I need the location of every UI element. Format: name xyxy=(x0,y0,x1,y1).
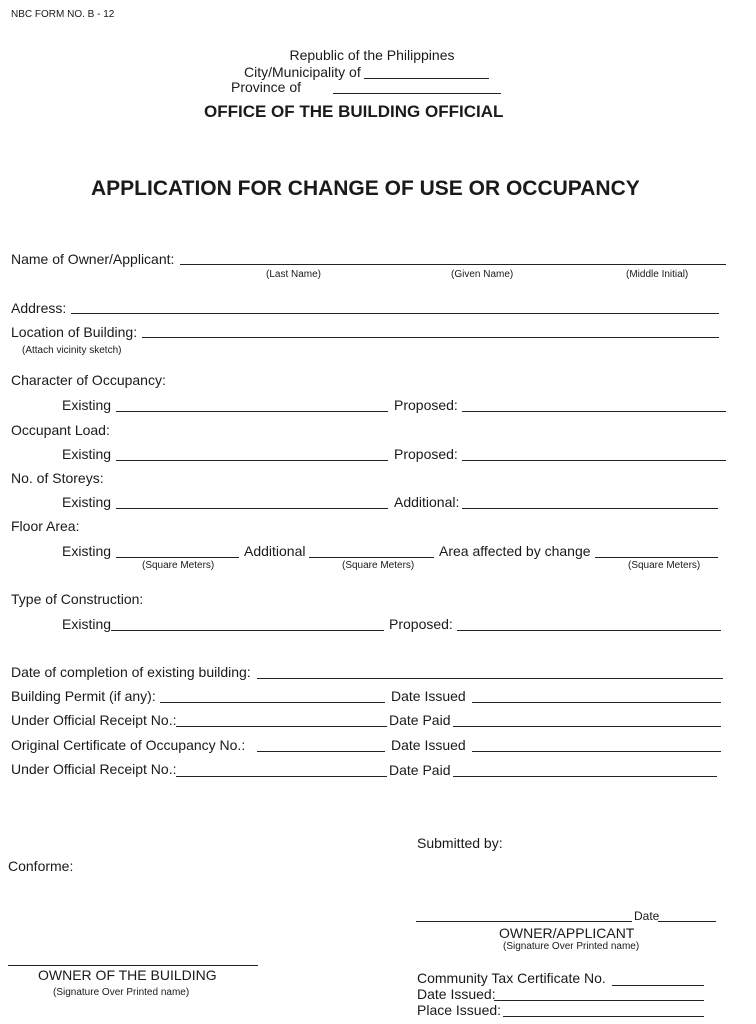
occupant-existing-line[interactable] xyxy=(116,460,388,461)
certificate-line[interactable] xyxy=(257,751,385,752)
owner-building-title: OWNER OF THE BUILDING xyxy=(38,967,217,983)
page-title: APPLICATION FOR CHANGE OF USE OR OCCUPANCY xyxy=(91,177,640,200)
conforme-label: Conforme: xyxy=(8,858,74,874)
address-line[interactable] xyxy=(71,313,719,314)
permit-label: Building Permit (if any): xyxy=(11,688,156,704)
receipt1-line[interactable] xyxy=(176,726,387,727)
construction-proposed-label: Proposed: xyxy=(389,616,453,632)
construction-proposed-line[interactable] xyxy=(457,630,721,631)
character-proposed-label: Proposed: xyxy=(394,397,458,413)
header-city-label: City/Municipality of xyxy=(244,64,361,80)
construction-existing-line[interactable] xyxy=(111,630,384,631)
occupant-load-label: Occupant Load: xyxy=(11,422,110,438)
owner-label: Name of Owner/Applicant: xyxy=(11,251,175,267)
floor-additional-unit: (Square Meters) xyxy=(342,560,415,571)
ctc-issued-label: Date Issued: xyxy=(417,986,496,1002)
location-note: (Attach vicinity sketch) xyxy=(22,345,122,356)
character-proposed-line[interactable] xyxy=(462,411,726,412)
address-label: Address: xyxy=(11,300,67,316)
applicant-note: (Signature Over Printed name) xyxy=(503,941,640,952)
certificate-label: Original Certificate of Occupancy No.: xyxy=(11,737,246,753)
floor-existing-label: Existing xyxy=(62,543,112,559)
occupant-proposed-label: Proposed: xyxy=(394,446,458,462)
permit-date-label: Date Issued xyxy=(391,688,466,704)
occupant-proposed-line[interactable] xyxy=(462,460,726,461)
given-name-hint: (Given Name) xyxy=(451,269,514,280)
permit-line[interactable] xyxy=(160,702,385,703)
ctc-place-label: Place Issued: xyxy=(417,1002,502,1018)
applicant-signature-line[interactable] xyxy=(416,921,632,922)
form-number: NBC FORM NO. B - 12 xyxy=(11,9,115,20)
ctc-place-line[interactable] xyxy=(503,1016,704,1017)
location-line[interactable] xyxy=(142,337,719,338)
storeys-additional-label: Additional: xyxy=(394,494,460,510)
receipt2-label: Under Official Receipt No.: xyxy=(11,761,177,777)
header-republic: Republic of the Philippines xyxy=(289,47,455,63)
floor-affected-unit: (Square Meters) xyxy=(628,560,701,571)
ctc-issued-line[interactable] xyxy=(494,1000,704,1001)
certificate-date-line[interactable] xyxy=(472,751,721,752)
storeys-existing-line[interactable] xyxy=(116,508,388,509)
owner-building-signature-line[interactable] xyxy=(8,965,258,966)
floor-area-label: Floor Area: xyxy=(11,518,80,534)
storeys-additional-line[interactable] xyxy=(462,508,718,509)
receipt2-line[interactable] xyxy=(176,776,387,777)
owner-name-line[interactable] xyxy=(180,264,726,265)
header-province-label: Province of xyxy=(231,79,302,95)
receipt1-date-label: Date Paid xyxy=(389,712,451,728)
receipt2-date-label: Date Paid xyxy=(389,762,451,778)
storeys-existing-label: Existing xyxy=(62,494,112,510)
storeys-label: No. of Storeys: xyxy=(11,470,104,486)
floor-affected-label: Area affected by change xyxy=(439,543,591,559)
province-line[interactable] xyxy=(333,93,501,94)
certificate-date-label: Date Issued xyxy=(391,737,466,753)
permit-date-line[interactable] xyxy=(472,702,721,703)
applicant-title: OWNER/APPLICANT xyxy=(499,925,635,941)
floor-existing-unit: (Square Meters) xyxy=(142,560,215,571)
owner-building-note: (Signature Over Printed name) xyxy=(53,987,190,998)
character-label: Character of Occupancy: xyxy=(11,372,166,388)
location-label: Location of Building: xyxy=(11,324,138,340)
middle-initial-hint: (Middle Initial) xyxy=(626,269,689,280)
ctc-line[interactable] xyxy=(612,985,704,986)
floor-additional-label: Additional xyxy=(244,543,306,559)
construction-label: Type of Construction: xyxy=(11,591,144,607)
ctc-label: Community Tax Certificate No. xyxy=(417,970,606,986)
character-existing-label: Existing xyxy=(62,397,112,413)
floor-affected-line[interactable] xyxy=(595,557,718,558)
receipt1-label: Under Official Receipt No.: xyxy=(11,712,177,728)
submitted-by-label: Submitted by: xyxy=(417,835,503,851)
applicant-date-line[interactable] xyxy=(658,921,716,922)
office-title: OFFICE OF THE BUILDING OFFICIAL xyxy=(204,102,504,121)
completion-line[interactable] xyxy=(257,678,723,679)
last-name-hint: (Last Name) xyxy=(266,269,322,280)
applicant-date-label: Date xyxy=(634,909,660,923)
character-existing-line[interactable] xyxy=(116,411,388,412)
receipt1-date-line[interactable] xyxy=(453,726,721,727)
floor-existing-line[interactable] xyxy=(116,557,239,558)
construction-existing-label: Existing xyxy=(62,616,112,632)
occupant-existing-label: Existing xyxy=(62,446,112,462)
receipt2-date-line[interactable] xyxy=(453,776,717,777)
completion-label: Date of completion of existing building: xyxy=(11,664,251,680)
floor-additional-line[interactable] xyxy=(309,557,434,558)
city-line[interactable] xyxy=(364,78,489,79)
